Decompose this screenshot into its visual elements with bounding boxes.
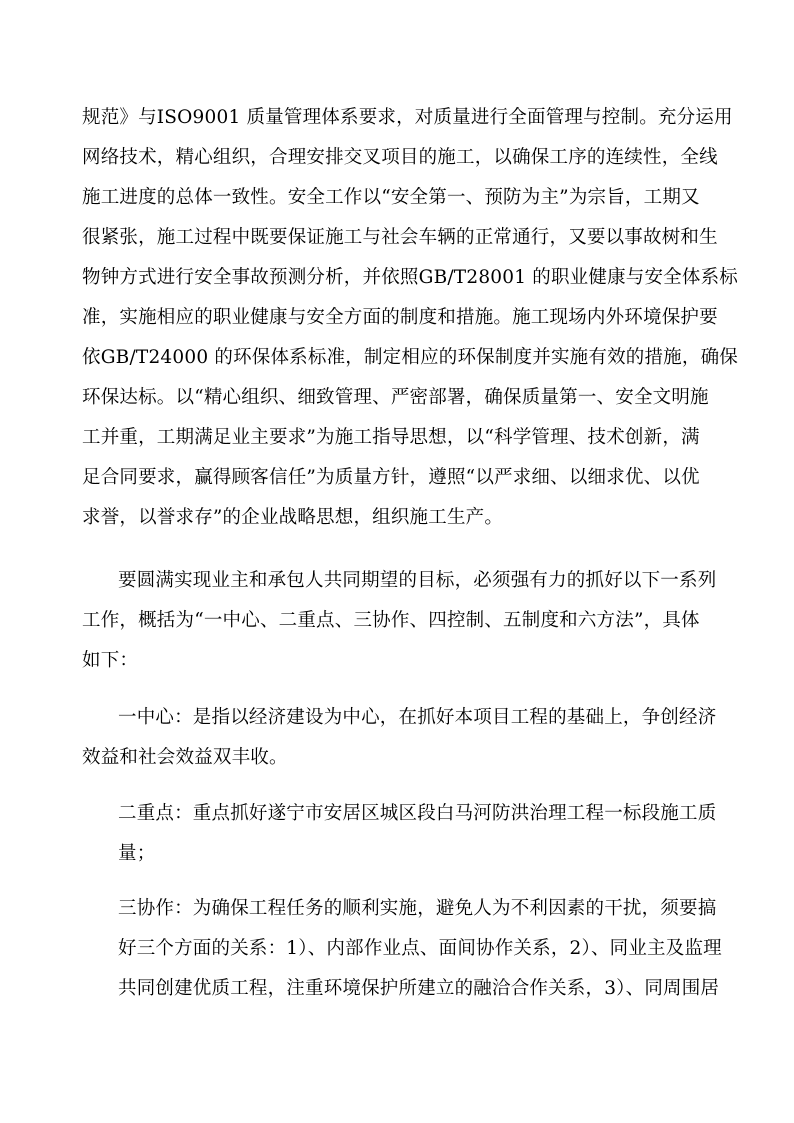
text-line: 一中心：是指以经济建设为中心，在抓好本项目工程的基础上，争创经济 [118, 707, 717, 728]
text-line: 二重点：重点抓好遂宁市安居区城区段白马河防洪治理工程一标段施工质 [118, 803, 717, 824]
text-line: 依GB/T24000 的环保体系标准，制定相应的环保制度并实施有效的措施，确保 [82, 347, 738, 368]
text-line: 工并重，工期满足业主要求”为施工指导思想，以“科学管理、技术创新，满 [82, 427, 700, 448]
text-line: 工作，概括为“一中心、二重点、三协作、四控制、五制度和六方法”，具体 [82, 610, 700, 631]
text-line: 要圆满实现业主和承包人共同期望的目标，必须强有力的抓好以下一系列 [118, 570, 717, 591]
text-line: 施工进度的总体一致性。安全工作以“安全第一、预防为主”为宗旨，工期又 [82, 187, 700, 208]
text-line: 规范》与ISO9001 质量管理体系要求，对质量进行全面管理与控制。充分运用 [82, 107, 733, 128]
text-line: 好三个方面的关系：1）、内部作业点、面间协作关系，2）、同业主及监理 [118, 938, 722, 959]
text-line: 三协作：为确保工程任务的顺利实施，避免人为不利因素的干扰，须要搞 [118, 898, 717, 919]
text-line: 量； [118, 843, 156, 864]
text-line: 环保达标。以“精心组织、细致管理、严密部署，确保质量第一、安全文明施 [82, 387, 709, 408]
text-line: 很紧张，施工过程中既要保证施工与社会车辆的正常通行，又要以事故树和生 [82, 227, 718, 248]
text-line: 准，实施相应的职业健康与安全方面的制度和措施。施工现场内外环境保护要 [82, 307, 718, 328]
text-line: 效益和社会效益双丰收。 [82, 747, 288, 768]
text-line: 共同创建优质工程，注重环境保护所建立的融洽合作关系，3）、同周围居 [118, 978, 720, 999]
text-line: 网络技术，精心组织，合理安排交叉项目的施工，以确保工序的连续性，全线 [82, 147, 718, 168]
text-line: 求誉，以誉求存”的企业战略思想，组织施工生产。 [82, 507, 504, 528]
text-line: 物钟方式进行安全事故预测分析，并依照GB/T28001 的职业健康与安全体系标 [82, 267, 738, 288]
text-line: 足合同要求，赢得顾客信任”为质量方针，遵照“以严求细、以细求优、以优 [82, 467, 700, 488]
text-line: 如下： [82, 650, 139, 671]
